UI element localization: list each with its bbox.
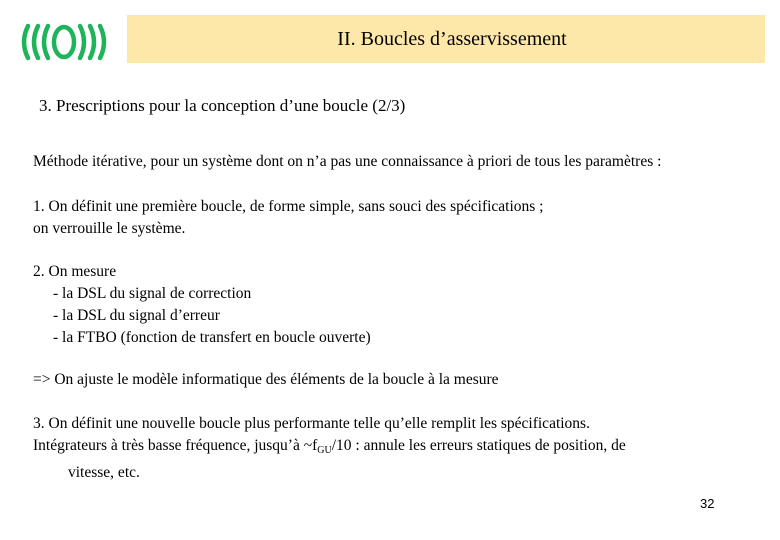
step-1 [33,196,544,240]
step-2 [33,261,371,349]
step-3-line-1: 3. On définit une nouvelle boucle plus performante telle qu’elle remplit les spécifications. [33,415,590,432]
logo-icon [16,20,112,64]
step-3-line-2-end: /10 : annule les erreurs statiques de position, de [331,437,626,454]
step-3-line-2-start: Intégrateurs à très basse fréquence, jusqu’à ~f [33,437,318,454]
title-bar [127,15,765,63]
page-number: 32 [700,496,715,511]
step-2-line-1: 2. On mesure [33,263,117,280]
fgu-subscript: GU [317,445,332,456]
step-2-item-2: - la DSL du signal d’erreur [53,307,220,324]
step-2-item-1: - la DSL du signal de correction [53,285,252,302]
slide-title: II. Boucles d’asservissement [337,28,567,50]
step-1-line-2: on verrouille le système. [33,220,186,237]
conclusion-line: => On ajuste le modèle informatique des éléments de la boucle à la mesure [33,371,499,388]
step-1-line-1: 1. On définit une première boucle, de forme simple, sans souci des spécifications ; [33,198,544,215]
step-2-item-3: - la FTBO (fonction de transfert en boucle ouverte) [53,329,371,346]
step-3-line-2 [33,435,626,462]
step-3-line-3: vitesse, etc. [68,464,140,481]
intro-paragraph: Méthode itérative, pour un système dont on n’a pas une connaissance à priori de tous les paramètres : [33,153,662,170]
step-3 [33,413,626,484]
section-subtitle: 3. Prescriptions pour la conception d’une boucle (2/3) [39,96,406,115]
